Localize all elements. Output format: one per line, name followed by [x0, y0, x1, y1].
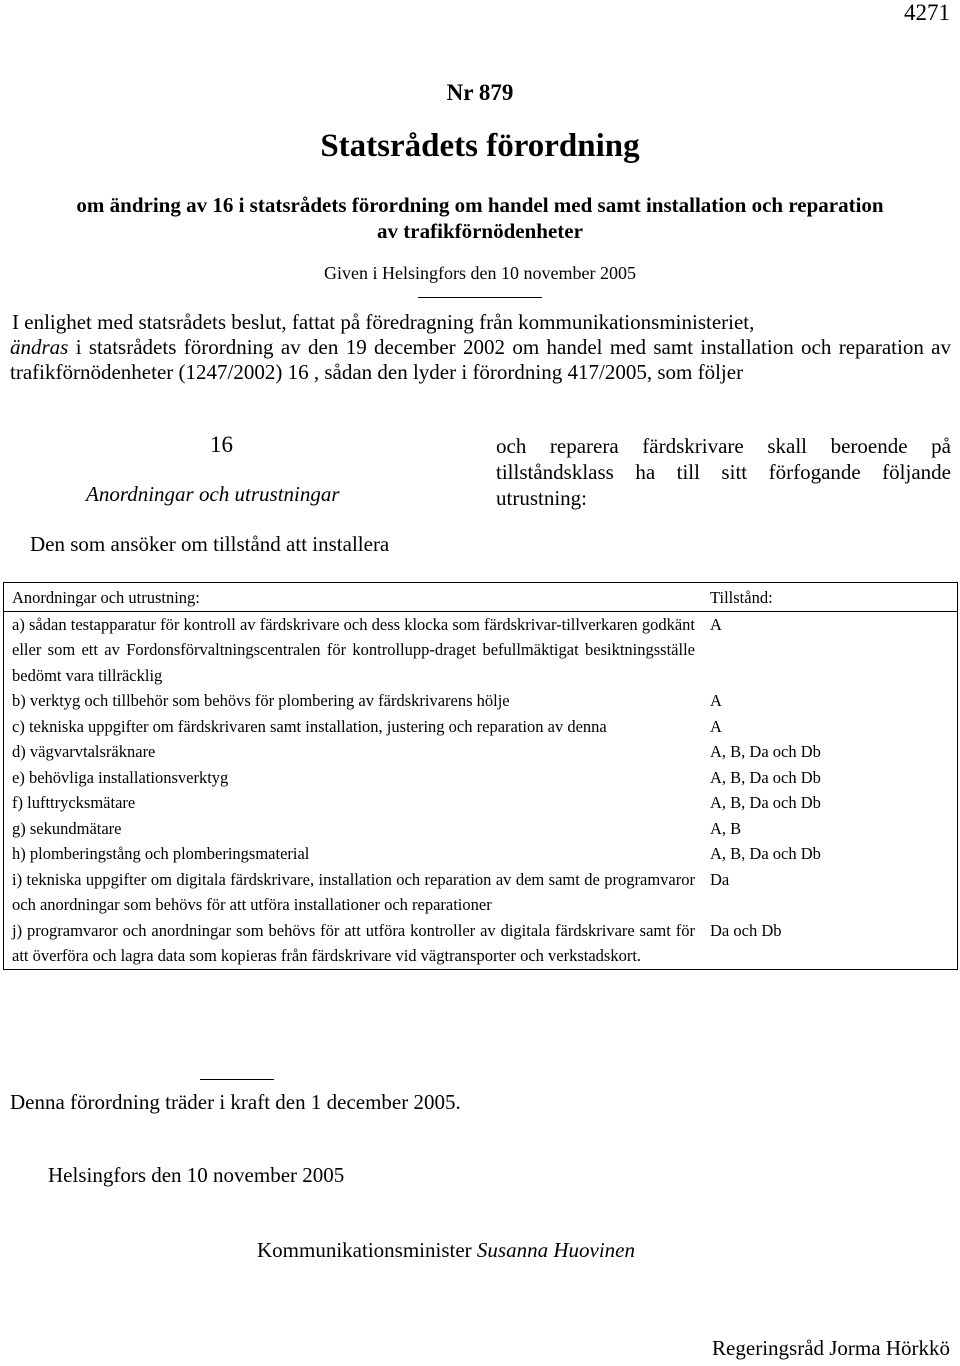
equipment-table	[3, 582, 958, 970]
row-desc: f) lufttrycksmätare	[12, 793, 136, 812]
entry-into-force: Denna förordning träder i kraft den 1 december 2005.	[10, 1090, 461, 1114]
divider	[200, 1079, 274, 1080]
section-title: Anordningar och utrustningar	[86, 482, 340, 506]
section-right-text: och reparera färdskrivare skall beroende på tillståndsklass ha till sitt förfogande följande utrustning:	[496, 434, 951, 510]
intro-paragraph	[10, 310, 951, 385]
divider	[418, 297, 542, 298]
row-permit: Da och Db	[703, 918, 958, 970]
row-permit: A	[710, 614, 722, 634]
minister-name: Susanna Huovinen	[476, 1238, 635, 1262]
section-number: 16	[210, 432, 233, 457]
subtitle-line-1: om ändring av 16 i statsrådets förordning om handel med samt installation och reparation	[76, 193, 884, 217]
table-header-row	[4, 583, 958, 612]
table-row	[4, 739, 958, 765]
row-desc: j) programvaror och anordningar som behövs för att utföra kontroller av digitala färdskrivare samt för att överföra och lagra data som kopieras från färdskrivare vid vägtransporter och verkstadskort.	[4, 918, 704, 970]
table-row	[4, 790, 958, 816]
table-row	[4, 765, 958, 791]
table-row	[4, 611, 958, 688]
minister-title: Kommunikationsminister	[257, 1238, 472, 1262]
table-row	[4, 816, 958, 842]
intro-italic: ändras	[10, 335, 69, 359]
row-permit: A, B, Da och Db	[710, 767, 821, 787]
page-title: Statsrådets förordning	[320, 128, 640, 164]
row-desc: c) tekniska uppgifter om färdskrivaren samt installation, justering och reparation av denna	[12, 716, 607, 736]
header-permit: Tillstånd:	[703, 583, 958, 612]
row-desc: h) plomberingstång och plomberingsmaterial	[12, 844, 310, 863]
given-date: Given i Helsingfors den 10 november 2005	[324, 263, 636, 283]
table-row	[4, 714, 958, 740]
row-permit: A, B	[710, 818, 742, 838]
subtitle	[0, 192, 960, 244]
table-row	[4, 867, 958, 918]
row-permit: A, B, Da och Db	[710, 742, 821, 761]
intro-line-1: I enlighet med statsrådets beslut, fattat på föredragning från kommunikationsministeriet,	[12, 310, 755, 334]
table-row	[4, 841, 958, 867]
row-desc: i) tekniska uppgifter om digitala färdskrivare, installation och reparation av dem samt de programvaror och anordningar som behövs för att utföra installationer och reparationer	[12, 869, 695, 914]
row-permit: A	[710, 716, 722, 736]
place-date: Helsingfors den 10 november 2005	[48, 1163, 345, 1187]
row-permit: A, B, Da och Db	[710, 844, 821, 863]
table-row	[4, 918, 958, 970]
row-desc: d) vägvarvtalsräknare	[12, 742, 156, 761]
page-number: 4271	[904, 0, 950, 25]
intro-body	[10, 335, 951, 385]
row-desc: b) verktyg och tillbehör som behövs för plombering av färdskrivarens hölje	[12, 691, 510, 710]
row-desc: a) sådan testapparatur för kontroll av färdskrivare och dess klocka som färdskrivar-tillverkaren godkänt eller som ett av Fordonsförvaltningscentralen för kontrollupp-draget befullmäktigat besiktningsställe bedömt vara tillräcklig	[12, 614, 695, 685]
section-left-text: Den som ansöker om tillstånd att installera	[30, 532, 390, 556]
row-desc: g) sekundmätare	[12, 818, 122, 838]
header-equipment: Anordningar och utrustning:	[4, 583, 704, 612]
row-desc: e) behövliga installationsverktyg	[12, 767, 229, 787]
regulation-number: Nr 879	[446, 80, 514, 105]
minister-signature	[257, 1238, 635, 1263]
councillor-signature: Regeringsråd Jorma Hörkkö	[712, 1336, 950, 1360]
row-permit: A	[710, 691, 722, 710]
table-row	[4, 688, 958, 714]
row-permit: A, B, Da och Db	[710, 793, 821, 812]
intro-rest: i statsrådets förordning av den 19 december 2002 om handel med samt installation och reparation av trafikförnödenheter (1247/2002) 16 , sådan den lyder i förordning 417/2005, som följer	[10, 335, 951, 384]
subtitle-line-2: av trafikförnödenheter	[377, 219, 583, 243]
row-permit: Da	[710, 869, 730, 889]
